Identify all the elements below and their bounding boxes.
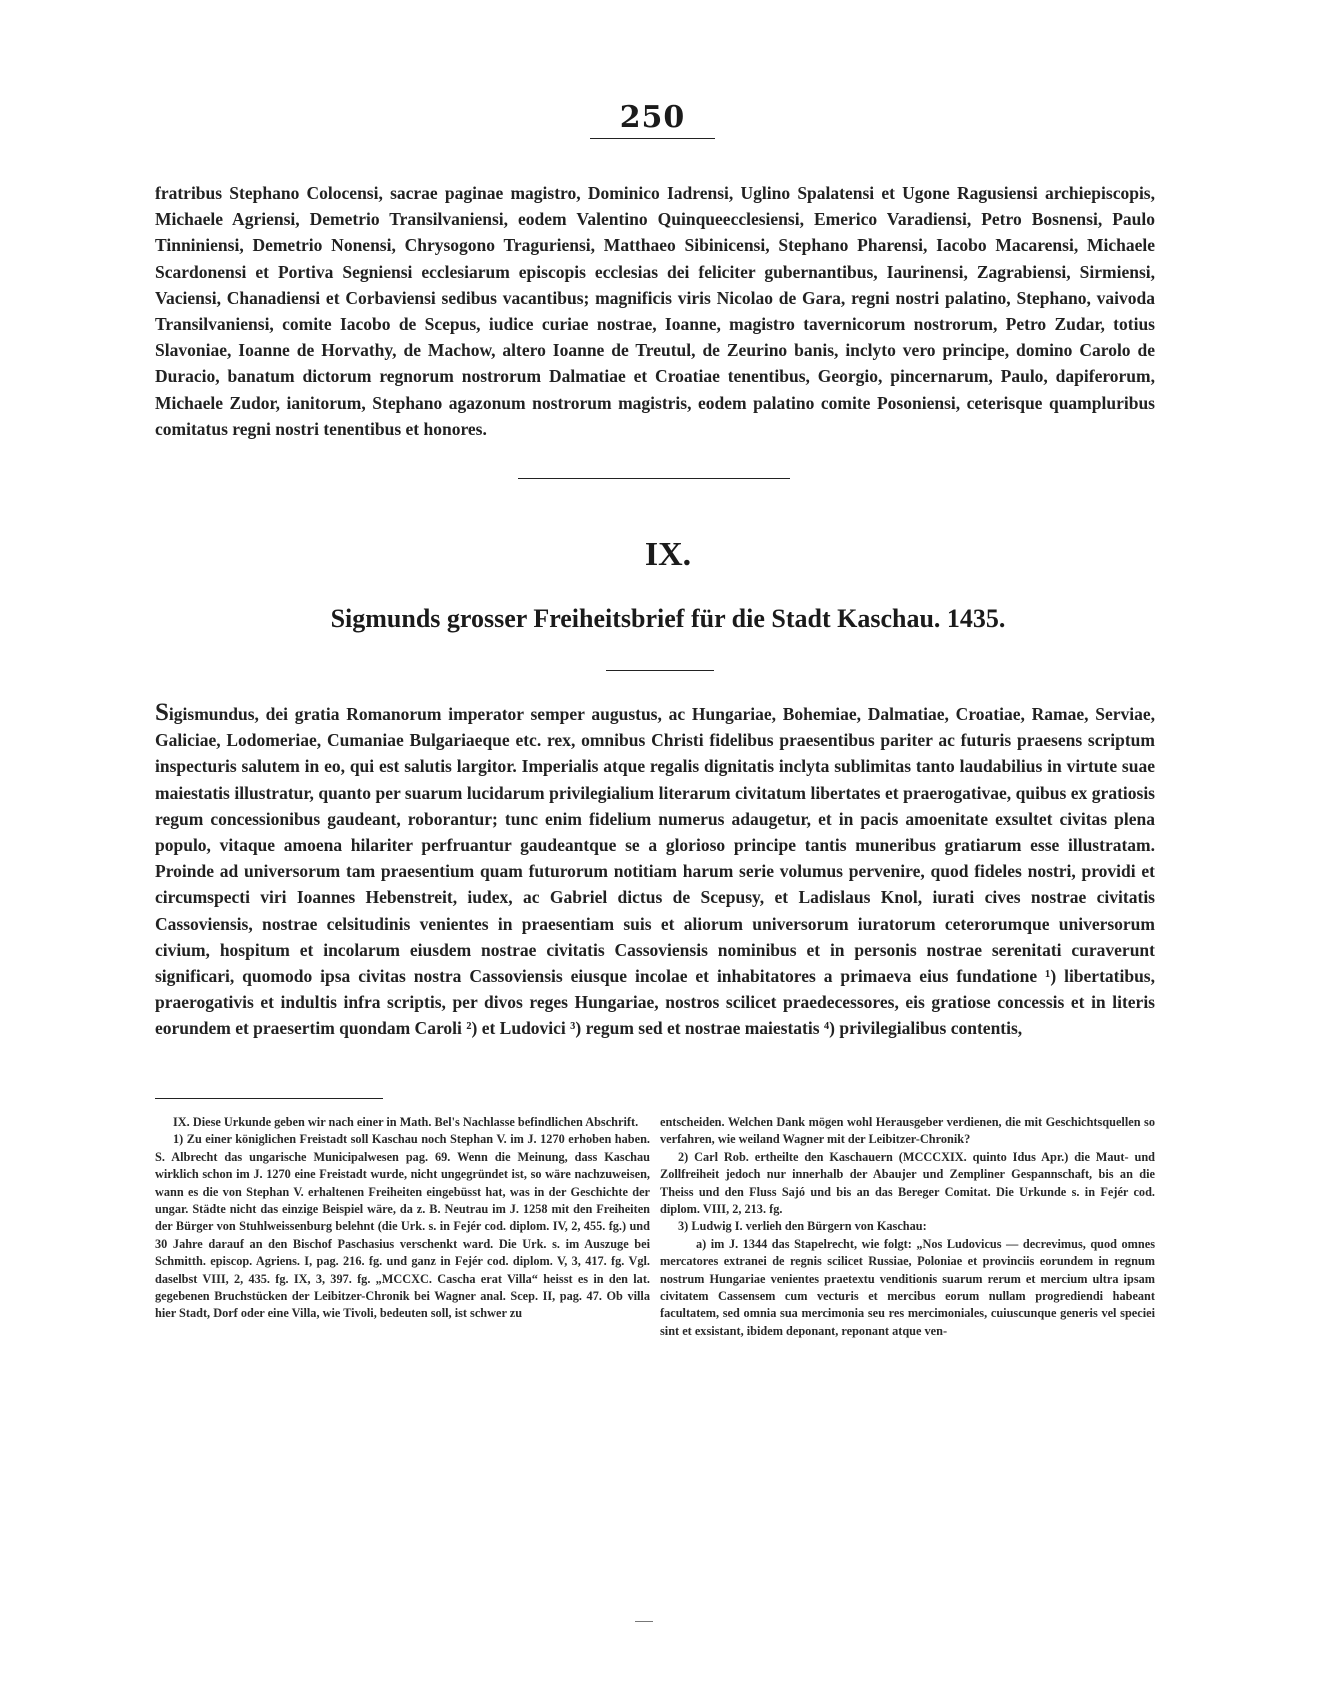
main-text [155,701,1155,1042]
main-text-body: igismundus, dei gratia Romanorum imperator semper augustus, ac Hungariae, Bohemiae, Dalmatiae, Croatiae, Ramae, Serviae, Galiciae, Lodomeriae, Cumaniae Bulgariaeque etc. rex, omnibus Christi fidelibus praesentibus pariter ac futuris praesens scriptum inspecturis salutem in eo, qui est salutis largitor. Imperialis atque regalis dignitatis inclyta sublimitas tanto laudabilius in virtute suae maiestatis illustratur, quanto per suarum lucidarum privilegialium literarum civitatum libertates et praerogativae, quibus ex gratiosis regum concessionibus gaudeant, roborantur; tunc enim fidelium numerus adaugetur, et in pacis amoenitate exsultet civitas plena populo, vitaque amoena hilariter perfruantur gaudeantque se a glorioso principe tantis muneribus gratiarum esse illustratam. Proinde ad universorum tam praesentium quam futurorum notitiam harum serie volumus pervenire, quod fideles nostri, providi et circumspecti viri Ioannes Hebenstreit, iudex, ac Gabriel dictus de Scepusy, et Ladislaus Knol, iurati cives nostrae civitatis Cassoviensis, nostrae celsitudinis venientes in praesentiam suis et aliorum universorum iuratorum ceterorumque universorum civium, hospitum et incolarum eiusdem nostrae civitatis Cassoviensis nominibus et in personis nostrae serenitati curaverunt significari, quomodo ipsa civitas nostra Cassoviensis eiusque incolae et inhabitatores a primaeva eius fundatione ¹) libertatibus, praerogativis et indultis infra scriptis, per divos reges Hungariae, nostros scilicet praedecessores, eis gratiose concessis et in literis eorundem et praesertim quondam Caroli ²) et Ludovici ³) regum sed et nostrae maiestatis ⁴) privilegialibus contentis, [155,704,1155,1039]
footnote-3a: a) im J. 1344 das Stapelrecht, wie folgt: „Nos Ludovicus — decrevimus, quod omnes mercatores extranei de regnis scilicet Russiae, Poloniae et provinciis eorundem in regnum nostrum Hungariae venientes praetextu venditionis suarum rerum et mercium ultra ipsam civitatem Cassensem cum vecturis et mercibus eorum nullam progrediendi habeant facultatem, sed omnia sua mercimonia seu res mercimoniales, cuiuscunque generis vel speciei sint et exsistant, ibidem deponant, reponant atque ven- [660,1236,1155,1338]
footnotes-left-column [155,1114,650,1323]
initial-letter: S [155,699,169,726]
footnote-3: 3) Ludwig I. verlieh den Bürgern von Kaschau: [678,1219,927,1234]
section-title: Sigmunds grosser Freiheitsbrief für die Stadt Kaschau. 1435. [330,604,1006,633]
bottom-mark [635,1621,653,1622]
page-number: 250 [590,100,715,139]
footnote-1: 1) Zu einer königlichen Freistadt soll Kaschau noch Stephan V. im J. 1270 erhoben haben. S. Albrecht das ungarische Municipalwesen pag. 69. Wenn die Meinung, dass Kaschau wirklich schon im J. 1270 eine Freistadt wurde, nicht ungegründet ist, so wäre nachzuweisen, wann es die von Stephan V. erhaltenen Freiheiten eingebüsst hat, was in der Geschichte der ungar. Städte nicht das einzige Beispiel wäre, da z. B. Neutrau im J. 1258 mit den Freiheiten der Bürger von Stuhlweissenburg belehnt (die Urk. s. in Fejér cod. diplom. IV, 2, 455. fg.) und 30 Jahre darauf an den Bischof Paschasius verschenkt ward. Die Urk. s. im Auszuge bei Schmitth. episcop. Agriens. I, pag. 216. fg. und ganz in Fejér cod. diplom. V, 3, 417. fg. Vgl. daselbst VIII, 2, 435. fg. IX, 3, 397. fg. „MCCXC. Cascha erat Villa“ heisst es in den lat. gegebenen Bruchstücken der Leibitzer-Chronik bei Wagner anal. Scep. II, pag. 47. Ob villa hier Stadt, Dorf oder eine Villa, wie Tivoli, bedeuten soll, ist schwer zu [155,1132,650,1321]
title-underline-rule [606,670,714,671]
footnote-2: 2) Carl Rob. ertheilte den Kaschauern (MCCCXIX. quinto Idus Apr.) die Maut- und Zollfreiheit jedoch nur innerhalb der Abaujer und Zempliner Gespannschaft, bis an die Theiss und den Fluss Sajó und bis an das Bereger Comitat. Die Urkunde s. in Fejér cod. diplom. VIII, 2, 213. fg. [660,1149,1155,1217]
section-divider-rule [518,478,790,479]
footnotes-right-column [660,1114,1155,1340]
top-paragraph: fratribus Stephano Colocensi, sacrae paginae magistro, Dominico Iadrensi, Uglino Spalatensi et Ugone Ragusiensi archiepiscopis, Michaele Agriensi, Demetrio Transilvaniensi, eodem Valentino Quinqueecclesiensi, Emerico Varadiensi, Petro Bosnensi, Paulo Tinniniensi, Demetrio Nonensi, Chrysogono Traguriensi, Matthaeo Sibinicensi, Stephano Pharensi, Iacobo Macarensi, Michaele Scardonensi et Portiva Segniensi ecclesiarum episcopis ecclesias dei feliciter gubernantibus, Iaurinensi, Zagrabiensi, Sirmiensi, Vaciensi, Chanadiensi et Corbaviensi sedibus vacantibus; magnificis viris Nicolao de Gara, regni nostri palatino, Stephano, vaivoda Transilvaniensi, comite Iacobo de Scepus, iudice curiae nostrae, Ioanne, magistro tavernicorum nostrorum, Petro Zudar, totius Slavoniae, Ioanne de Horvathy, de Machow, altero Ioanne de Treutul, de Zeurino banis, inclyto vero principe, domino Carolo de Duracio, banatum dictorum regnorum nostrorum Dalmatiae et Croatiae tenentibus, Georgio, pincernarum, Paulo, dapiferorum, Michaele Zudor, ianitorum, Stephano agazonum nostrorum magistris, eodem palatino comite Posoniensi, ceterisque quampluribus comitatus regni nostri tenentibus et honores. [155,183,1155,439]
section-number: IX. [644,536,692,573]
footnote-1-continued: entscheiden. Welchen Dank mögen wohl Herausgeber verdienen, die mit Geschichtsquellen so verfahren, wie weiland Wagner mit der Leibitzer-Chronik? [660,1115,1155,1147]
footnote-ix: IX. Diese Urkunde geben wir nach einer in Math. Bel's Nachlasse befindlichen Abschrift. [173,1115,639,1129]
footnote-rule [155,1098,383,1099]
